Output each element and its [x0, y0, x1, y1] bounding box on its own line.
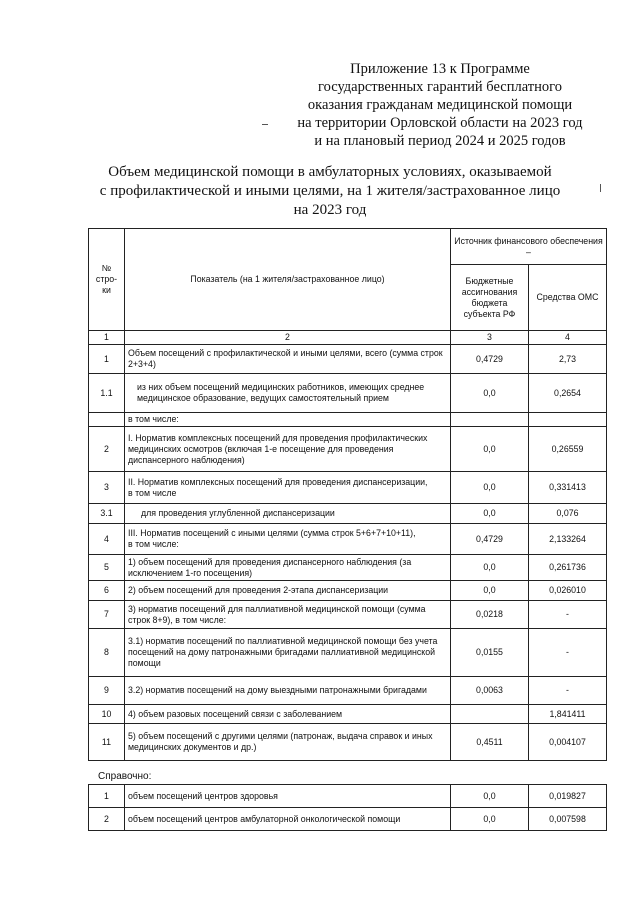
- appendix-line: Приложение 13 к Программе: [350, 61, 530, 77]
- column-number: 2: [125, 331, 451, 345]
- row-indicator: 4) объем разовых посещений связи с заболеванием: [125, 705, 451, 724]
- table-row: [89, 808, 607, 831]
- table-row: [89, 504, 607, 524]
- row-indicator: II. Норматив комплексных посещений для проведения диспансеризации, в том числе: [125, 472, 451, 504]
- row-oms-value: -: [529, 629, 607, 677]
- table-row: [89, 629, 607, 677]
- row-oms-value: 2,73: [529, 345, 607, 374]
- row-oms-value: 0,2654: [529, 374, 607, 413]
- row-number: 10: [89, 705, 125, 724]
- title-line: с профилактической и иными целями, на 1 жителя/застрахованное лицо: [99, 183, 561, 199]
- appendix-line: государственных гарантий бесплатного: [318, 79, 562, 95]
- row-indicator: 3.2) норматив посещений на дому выездными патронажными бригадами: [125, 677, 451, 705]
- row-budget-value: 0,0: [451, 808, 529, 831]
- row-oms-value: 0,007598: [529, 808, 607, 831]
- row-oms-value: 2,133264: [529, 524, 607, 555]
- row-budget-value: 0,0: [451, 472, 529, 504]
- appendix-line: и на плановый период 2024 и 2025 годов: [314, 133, 566, 149]
- row-indicator: 3) норматив посещений для паллиативной медицинской помощи (сумма строк 8+9), в том числе:: [125, 601, 451, 629]
- row-oms-value: 0,026010: [529, 581, 607, 601]
- column-number: 4: [529, 331, 607, 345]
- row-number: 6: [89, 581, 125, 601]
- header-funding-source: Источник финансового обеспечения –: [451, 229, 607, 265]
- table-row: [89, 785, 607, 808]
- row-indicator: в том числе:: [125, 413, 451, 427]
- table-row: [89, 677, 607, 705]
- row-number: 5: [89, 555, 125, 581]
- row-budget-value: 0,0: [451, 581, 529, 601]
- row-budget-value: 0,0: [451, 504, 529, 524]
- table-row: [89, 374, 607, 413]
- table-row: [89, 581, 607, 601]
- row-oms-value: 0,019827: [529, 785, 607, 808]
- row-budget-value: 0,0: [451, 785, 529, 808]
- row-number: 7: [89, 601, 125, 629]
- row-budget-value: 0,0063: [451, 677, 529, 705]
- row-number: 8: [89, 629, 125, 677]
- header-oms: Средства ОМС: [529, 265, 607, 331]
- table-row: [89, 601, 607, 629]
- column-number: 3: [451, 331, 529, 345]
- reference-table: [88, 784, 607, 831]
- row-budget-value: [451, 705, 529, 724]
- row-indicator: III. Норматив посещений с иными целями (сумма строк 5+6+7+10+11), в том числе:: [125, 524, 451, 555]
- row-oms-value: 0,261736: [529, 555, 607, 581]
- margin-mark: [262, 124, 268, 125]
- row-number: 2: [89, 427, 125, 472]
- row-number: 2: [89, 808, 125, 831]
- table-row: [89, 345, 607, 374]
- row-indicator: 3.1) норматив посещений по паллиативной медицинской помощи без учета посещений на дому патронажными бригадами паллиативной медицинской помощи: [125, 629, 451, 677]
- appendix-line: оказания гражданам медицинской помощи: [307, 97, 573, 113]
- table-row: [89, 705, 607, 724]
- table-row: [89, 724, 607, 761]
- appendix-line: на территории Орловской области на 2023 год: [297, 115, 583, 131]
- row-budget-value: 0,4729: [451, 524, 529, 555]
- row-oms-value: 0,004107: [529, 724, 607, 761]
- row-indicator: для проведения углубленной диспансеризации: [125, 504, 451, 524]
- row-number: 1: [89, 345, 125, 374]
- row-indicator: из них объем посещений медицинских работников, имеющих среднее медицинское образование, ведущих самостоятельный прием: [125, 374, 451, 413]
- volume-table: [88, 228, 607, 761]
- table-row: [89, 413, 607, 427]
- header-indicator: Показатель (на 1 жителя/застрахованное лицо): [125, 229, 451, 331]
- row-indicator: 5) объем посещений с другими целями (патронаж, выдача справок и иных медицинских документов и др.): [125, 724, 451, 761]
- appendix-heading: [270, 60, 610, 150]
- row-budget-value: 0,0155: [451, 629, 529, 677]
- row-indicator: 1) объем посещений для проведения диспансерного наблюдения (за исключением 1-го посещения): [125, 555, 451, 581]
- table-row: [89, 524, 607, 555]
- row-budget-value: 0,0: [451, 427, 529, 472]
- row-oms-value: 1,841411: [529, 705, 607, 724]
- row-budget-value: 0,0218: [451, 601, 529, 629]
- row-number: 3.1: [89, 504, 125, 524]
- row-number: 1.1: [89, 374, 125, 413]
- title-line: Объем медицинской помощи в амбулаторных условиях, оказываемой: [108, 164, 552, 180]
- row-number: 1: [89, 785, 125, 808]
- row-indicator: объем посещений центров амбулаторной онкологической помощи: [125, 808, 451, 831]
- column-number: 1: [89, 331, 125, 345]
- row-indicator: 2) объем посещений для проведения 2-этапа диспансеризации: [125, 581, 451, 601]
- document-title: [90, 163, 570, 220]
- reference-label: Справочно:: [98, 771, 152, 782]
- row-number: 9: [89, 677, 125, 705]
- row-number: 11: [89, 724, 125, 761]
- row-oms-value: [529, 413, 607, 427]
- row-oms-value: 0,26559: [529, 427, 607, 472]
- row-number: [89, 413, 125, 427]
- row-number: 4: [89, 524, 125, 555]
- row-oms-value: 0,076: [529, 504, 607, 524]
- row-number: 3: [89, 472, 125, 504]
- table-row: [89, 427, 607, 472]
- row-budget-value: 0,0: [451, 374, 529, 413]
- header-row-number: № стро-ки: [89, 229, 125, 331]
- header-budget: Бюджетные ассигнования бюджета субъекта РФ: [451, 265, 529, 331]
- row-oms-value: -: [529, 677, 607, 705]
- table-row: [89, 555, 607, 581]
- row-oms-value: -: [529, 601, 607, 629]
- row-budget-value: 0,4511: [451, 724, 529, 761]
- row-indicator: I. Норматив комплексных посещений для проведения профилактических медицинских осмотров (включая 1-е посещение для проведения диспансерного наблюдения): [125, 427, 451, 472]
- row-budget-value: 0,0: [451, 555, 529, 581]
- row-oms-value: 0,331413: [529, 472, 607, 504]
- row-indicator: объем посещений центров здоровья: [125, 785, 451, 808]
- row-indicator: Объем посещений с профилактической и иными целями, всего (сумма строк 2+3+4): [125, 345, 451, 374]
- table-row: [89, 472, 607, 504]
- row-budget-value: [451, 413, 529, 427]
- margin-mark: [600, 184, 601, 192]
- row-budget-value: 0,4729: [451, 345, 529, 374]
- title-line: на 2023 год: [293, 202, 367, 218]
